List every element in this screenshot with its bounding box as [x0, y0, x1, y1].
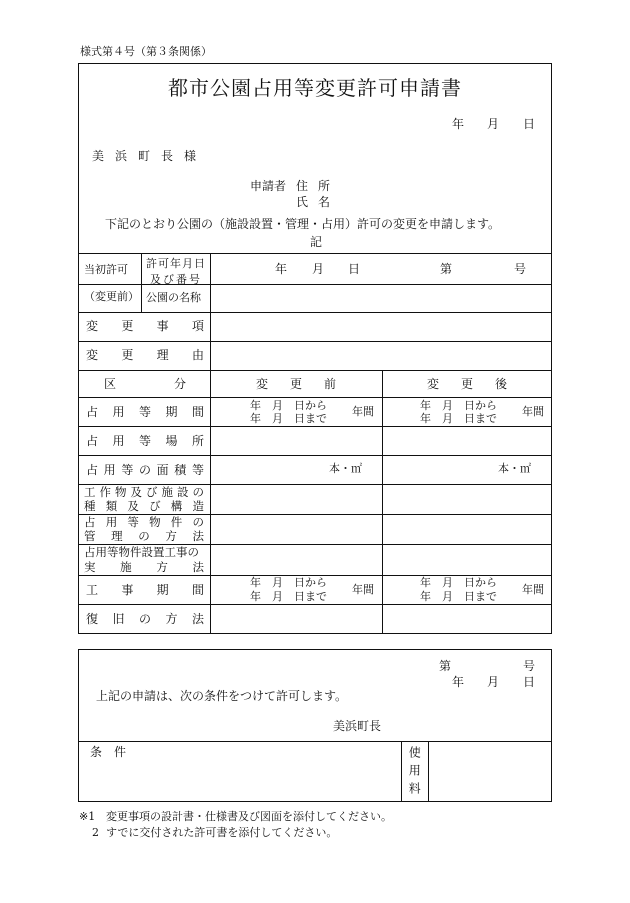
page-title: 都市公園占用等変更許可申請書: [168, 76, 462, 100]
structure-label-1: 工 作 物 及 び 施 設 の: [84, 485, 204, 499]
intro-text: 下記のとおり公園の（施設設置・管理・占用）許可の変更を申請します。: [105, 217, 501, 231]
install-label-1: 占用等物件設置工事の: [84, 545, 199, 559]
note-2-text: すでに交付された許可書を添付してください。: [106, 826, 338, 839]
change-reason-label: 変 更 理 由: [86, 348, 204, 362]
period-after-to: 年 月 日まで: [420, 412, 497, 425]
note-1-text: 変更事項の設計書・仕様書及び図面を添付してください。: [106, 810, 392, 823]
addressee: 美浜町長様: [92, 149, 208, 163]
work-before-duration: 年間: [352, 583, 374, 596]
manage-label-1: 占 用 等 物 件 の: [84, 515, 204, 529]
install-label-2: 実 施 方 法: [84, 560, 204, 574]
period-after-duration: 年間: [522, 405, 544, 418]
work-after-to: 年 月 日まで: [420, 590, 497, 603]
place-label: 占 用 等 場 所: [86, 434, 204, 448]
applicant-label: 申請者: [250, 179, 287, 193]
permit-year-2: 年: [452, 675, 465, 689]
period-before-from: 年 月 日から: [250, 399, 327, 412]
restore-label: 復 旧 の 方 法: [86, 612, 204, 626]
note-1-mark: ※1: [79, 810, 96, 823]
work-after-from: 年 月 日から: [420, 576, 497, 589]
permit-box: [78, 649, 552, 802]
structure-label-2: 種 類 及 び 構 造: [84, 499, 204, 513]
applicant-address: 住所: [296, 179, 341, 193]
area-before-unit: 本・㎡: [329, 462, 362, 475]
work-before-from: 年 月 日から: [250, 576, 327, 589]
permit-day-2: 日: [523, 675, 536, 689]
work-after-duration: 年間: [522, 583, 544, 596]
date-year: 年: [452, 117, 465, 131]
change-item-label: 変 更 事 項: [86, 319, 204, 333]
permit-no-suffix-2: 号: [523, 659, 536, 673]
form-number: 様式第４号（第３条関係）: [80, 45, 212, 58]
area-after-unit: 本・㎡: [498, 462, 531, 475]
permit-day: 日: [348, 262, 361, 276]
permit-month-2: 月: [487, 675, 500, 689]
before-header: 変 更 前: [256, 377, 336, 391]
note-2-mark: 2: [92, 826, 99, 839]
park-name-label: 公園の名称: [146, 291, 201, 304]
date-day: 日: [523, 117, 536, 131]
original-permit-label: 当初許可: [84, 263, 128, 276]
ki-mark: 記: [310, 235, 323, 249]
work-period-label: 工 事 期 間: [86, 583, 204, 597]
permit-month: 月: [312, 262, 325, 276]
permit-year: 年: [275, 262, 288, 276]
permit-date-number-label: 許可年月日 及び番号: [146, 257, 206, 286]
period-after-from: 年 月 日から: [420, 399, 497, 412]
permit-no-prefix-2: 第: [439, 659, 452, 673]
original-before-label: （変更前）: [84, 290, 139, 303]
after-header: 変 更 後: [427, 377, 507, 391]
permit-no-suffix: 号: [514, 262, 527, 276]
permit-statement: 上記の申請は、次の条件をつけて許可します。: [96, 689, 348, 703]
manage-label-2: 管 理 の 方 法: [84, 529, 204, 543]
area-label: 占 用 等 の 面 積 等: [86, 463, 204, 477]
conditions-label: 条件: [90, 745, 139, 759]
work-before-to: 年 月 日まで: [250, 590, 327, 603]
category-header: 区 分: [104, 377, 186, 391]
permit-no-prefix: 第: [440, 262, 453, 276]
period-before-duration: 年間: [352, 405, 374, 418]
fee-label: 使用料: [407, 746, 422, 800]
date-month: 月: [487, 117, 500, 131]
applicant-name: 氏名: [296, 195, 341, 209]
period-label: 占 用 等 期 間: [86, 405, 204, 419]
period-before-to: 年 月 日まで: [250, 412, 327, 425]
issuer: 美浜町長: [333, 719, 382, 733]
